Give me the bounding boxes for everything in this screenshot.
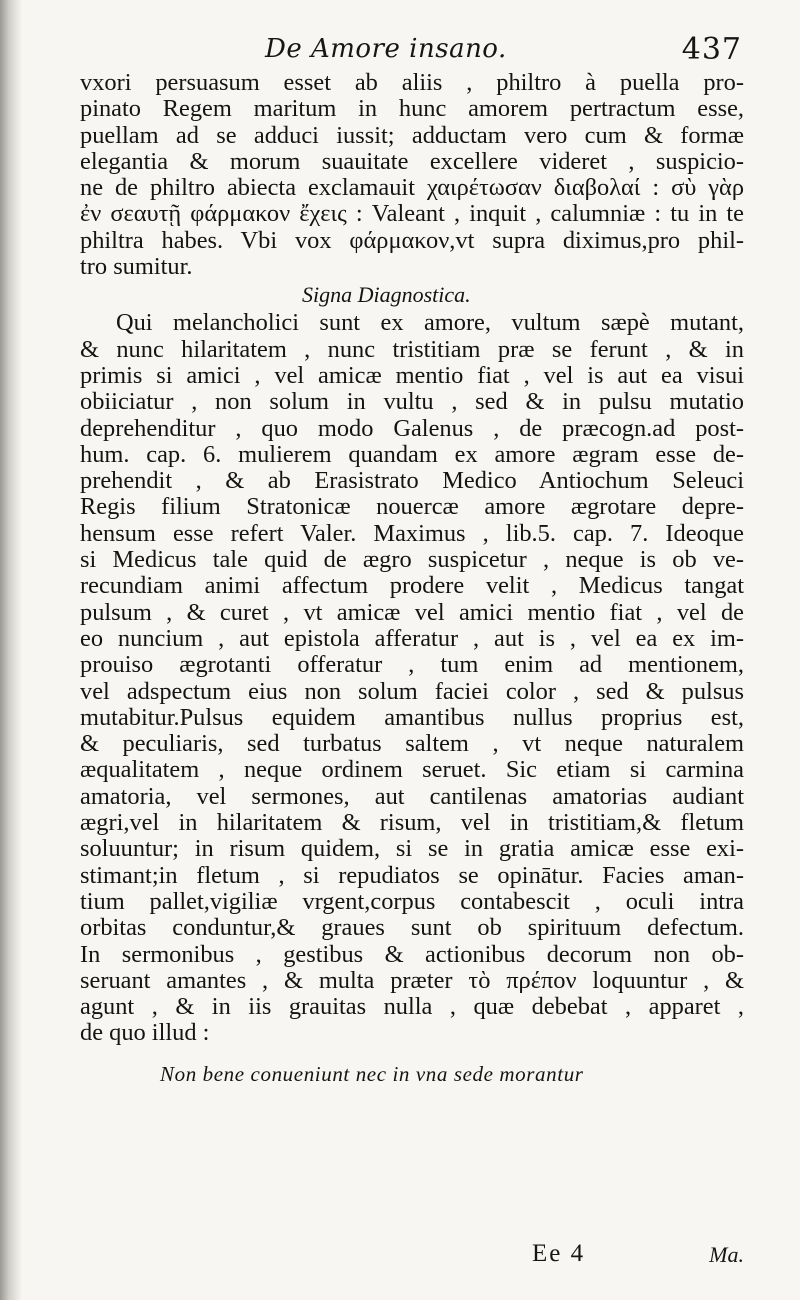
text-line: puellam ad se adduci iussit; adductam vero cum & formæ [80, 121, 744, 149]
text-line: vel adspectum eius non solum faciei color , sed & pulsus [80, 677, 744, 705]
text-line: vxori persuasum esset ab aliis , philtro à puella pro- [80, 69, 744, 96]
verse-quotation: Non bene conueniunt nec in vna sede morantur [160, 1061, 584, 1086]
section-subheading: Signa Diagnostica. [302, 282, 471, 308]
text-line: hum. cap. 6. mulierem quandam ex amore ægram esse de- [80, 440, 744, 468]
text-line: elegantia & morum suauitate excellere videret , suspicio- [80, 147, 744, 175]
page-footer [80, 1240, 744, 1280]
text-line: amatoria, vel sermones, aut cantilenas amatorias audiant [80, 782, 744, 810]
text-line: obiiciatur , non solum in vultu , sed & in pulsu mutatio [80, 388, 744, 416]
body-text [80, 70, 744, 1089]
text-line: prouiso ægrotanti offeratur , tum enim ad mentionem, [80, 651, 744, 679]
text-line: tro sumitur. [80, 253, 193, 281]
text-line: Regis filium Stratonicæ nouercæ amore ægrotare depre- [80, 493, 744, 521]
text-line: soluuntur; in risum quidem, si se in gratia amicæ esse exi- [80, 835, 744, 863]
text-line: deprehenditur , quo modo Galenus , de præcogn.ad post- [80, 414, 744, 442]
text-line: In sermonibus , gestibus & actionibus decorum non ob- [80, 940, 744, 968]
text-line: mutabitur.Pulsus equidem amantibus nullus proprius est, [80, 703, 744, 731]
text-line: ne de philtro abiecta exclamauit χαιρέτωσαν διαβολαί : σὺ γὰρ [80, 174, 744, 202]
paragraph-2 [80, 310, 744, 1046]
text-line: prehendit , & ab Erasistrato Medico Antiochum Seleuci [80, 467, 744, 495]
text-line: tium pallet,vigiliæ vrgent,corpus contabescit , oculi intra [80, 887, 744, 915]
text-line: pulsum , & curet , vt amicæ vel amici mentio fiat , vel de [80, 598, 744, 626]
text-line: & nunc hilaritatem , nunc tristitiam præ se ferunt , & in [80, 335, 744, 363]
text-line: philtra habes. Vbi vox φάρμακον,vt supra diximus,pro phil- [80, 226, 744, 254]
text-line: si Medicus tale quid de ægro suspicetur , neque is ob ve- [80, 546, 744, 574]
text-line: eo nuncium , aut epistola afferatur , aut is , vel ea ex im- [80, 624, 744, 652]
text-line: orbitas conduntur,& graues sunt ob spirituum defectum. [80, 914, 744, 942]
gutter-shadow [0, 0, 22, 1300]
text-line: hensum esse refert Valer. Maximus , lib.5. cap. 7. Ideoque [80, 519, 744, 547]
page-header [80, 34, 742, 74]
text-line: ἐν σεαυτῇ φάρμακον ἔχεις : Valeant , inquit , calumniæ : tu in te [80, 200, 744, 228]
text-line: de quo illud : [80, 1019, 210, 1047]
text-line: & peculiaris, sed turbatus saltem , vt neque naturalem [80, 730, 744, 758]
page-number: 437 [681, 32, 742, 67]
text-line: pinato Regem maritum in hunc amorem pertractum esse, [80, 95, 744, 123]
paragraph-1 [80, 70, 744, 280]
signature-mark: Ee 4 [532, 1240, 586, 1267]
text-line: recundiam animi affectum prodere velit , Medicus tangat [80, 572, 744, 600]
text-line: primis si amici , vel amicæ mentio fiat , vel is aut ea visui [80, 361, 744, 389]
text-line: seruant amantes , & multa præter τὸ πρέπον loquuntur , & [80, 966, 744, 994]
text-line: stimant;in fletum , si repudiatos se opinātur. Facies aman- [80, 861, 744, 889]
text-line: Qui melancholici sunt ex amore, vultum sæpè mutant, [116, 309, 744, 337]
text-line: æqualitatem , neque ordinem seruet. Sic etiam si carmina [80, 756, 744, 784]
text-line: agunt , & in iis grauitas nulla , quæ debebat , apparet , [80, 993, 744, 1021]
catchword: Ma. [709, 1242, 744, 1267]
text-line: ægri,vel in hilaritatem & risum, vel in tristitiam,& fletum [80, 809, 744, 837]
running-title: De Amore insano. [265, 34, 507, 64]
